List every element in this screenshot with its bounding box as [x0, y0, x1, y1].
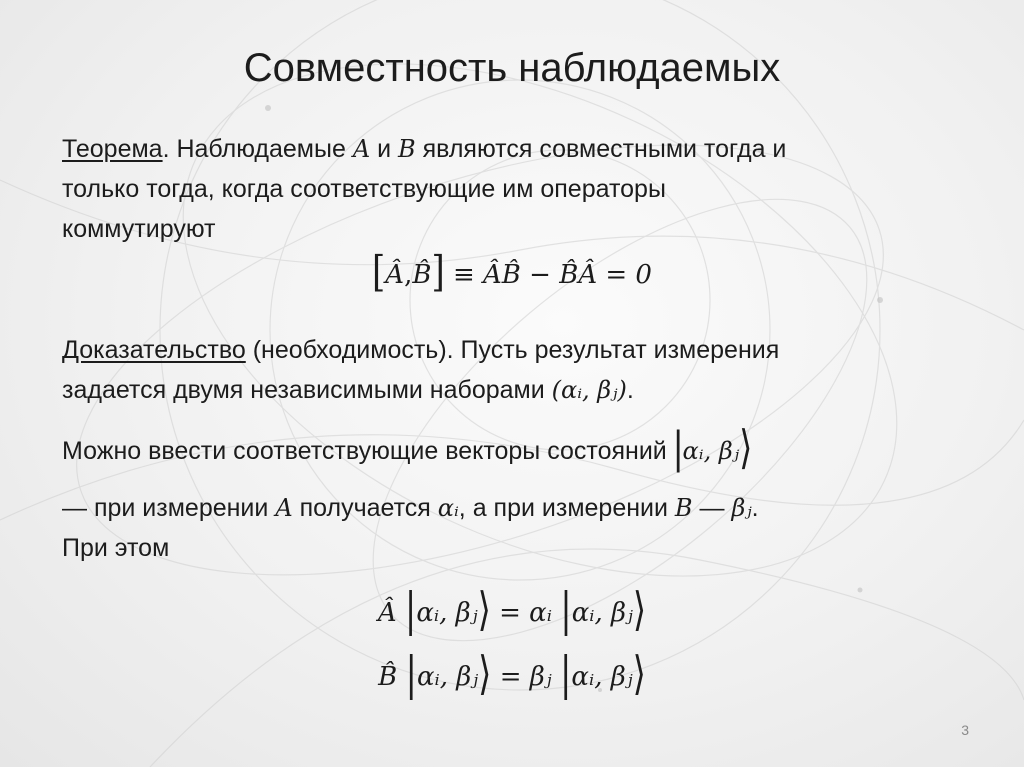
beta-j: βⱼ: [731, 494, 752, 522]
ket-b: αᵢ, βⱼ: [416, 662, 479, 692]
proof-paragraph: [62, 330, 972, 410]
ket-a2: αᵢ, βⱼ: [571, 598, 633, 628]
ket-bar-b: |: [405, 647, 417, 701]
eigenvalue-beta: βⱼ: [529, 662, 552, 692]
eigen-equation-b: [0, 647, 1024, 701]
page-number: 3: [961, 722, 969, 738]
measurement-paragraph: [62, 488, 972, 568]
at-this-text: При этом: [62, 534, 170, 562]
ket-a: αᵢ, βⱼ: [416, 598, 478, 628]
observable-b-ref: B: [674, 494, 693, 522]
observable-a-ref: A: [275, 494, 293, 522]
state-vectors-line: [62, 422, 972, 474]
bracket-close: ]: [431, 247, 445, 297]
measurement-text-b: получается: [292, 494, 438, 522]
operator-a-eq: Â: [377, 598, 397, 628]
equals-b: =: [491, 662, 530, 692]
ket-close-a: ⟩: [477, 583, 491, 637]
ket-close-a2: ⟩: [632, 583, 647, 637]
ket-b2: αᵢ, βⱼ: [571, 662, 633, 692]
operator-a: Â: [385, 260, 405, 290]
theorem-paragraph: [62, 129, 972, 249]
theorem-text: . Наблюдаемые: [162, 135, 353, 163]
observable-b: B: [398, 135, 416, 163]
eigenvalue-alpha: αᵢ: [529, 598, 552, 628]
measurement-text-e: .: [751, 494, 759, 522]
theorem-line-2: только тогда, когда соответствующие им операторы: [62, 175, 666, 203]
commutator-formula: [0, 247, 1024, 297]
proof-line-2: задается двумя независимыми наборами: [62, 376, 552, 404]
operator-b: B̂: [412, 260, 432, 290]
measurement-pair: (αᵢ, βⱼ): [551, 376, 627, 404]
proof-label: Доказательство: [62, 336, 246, 364]
proof-text: (необходимость). Пусть результат измерения: [245, 336, 780, 364]
theorem-line-3: коммутируют: [62, 215, 216, 243]
comma: ,: [404, 260, 413, 290]
ket-close-b: ⟩: [478, 647, 492, 701]
ket-bar: |: [673, 422, 683, 474]
proof-line-2-end: .: [626, 376, 634, 404]
measurement-text-a: — при измерении: [62, 494, 276, 522]
ket-bar-a2: |: [560, 583, 572, 637]
theorem-text-end: являются совместными тогда и: [415, 135, 787, 163]
equals-a: =: [490, 598, 530, 628]
conjunction: и: [370, 135, 399, 163]
operator-b-eq: B̂: [378, 662, 398, 692]
alpha-i: αᵢ: [437, 494, 459, 522]
ket-close: ⟩: [739, 422, 753, 474]
state-vectors-text: Можно ввести соответствующие векторы состояний: [62, 437, 674, 465]
ket-content: αᵢ, βⱼ: [682, 437, 740, 465]
slide-title: Совместность наблюдаемых: [243, 46, 781, 90]
commutator-expansion: ≡ ÂB̂ − B̂Â = 0: [444, 260, 652, 290]
ket-close-b2: ⟩: [632, 647, 646, 701]
ket-bar-a: |: [404, 583, 417, 637]
measurement-text-d: —: [692, 494, 732, 522]
measurement-text-c: , а при измерении: [458, 494, 675, 522]
eigen-equation-a: [0, 583, 1024, 637]
bracket-open: [: [372, 247, 386, 297]
observable-a: A: [352, 135, 371, 163]
theorem-label: Теорема: [62, 135, 163, 163]
ket-bar-b2: |: [559, 647, 572, 701]
